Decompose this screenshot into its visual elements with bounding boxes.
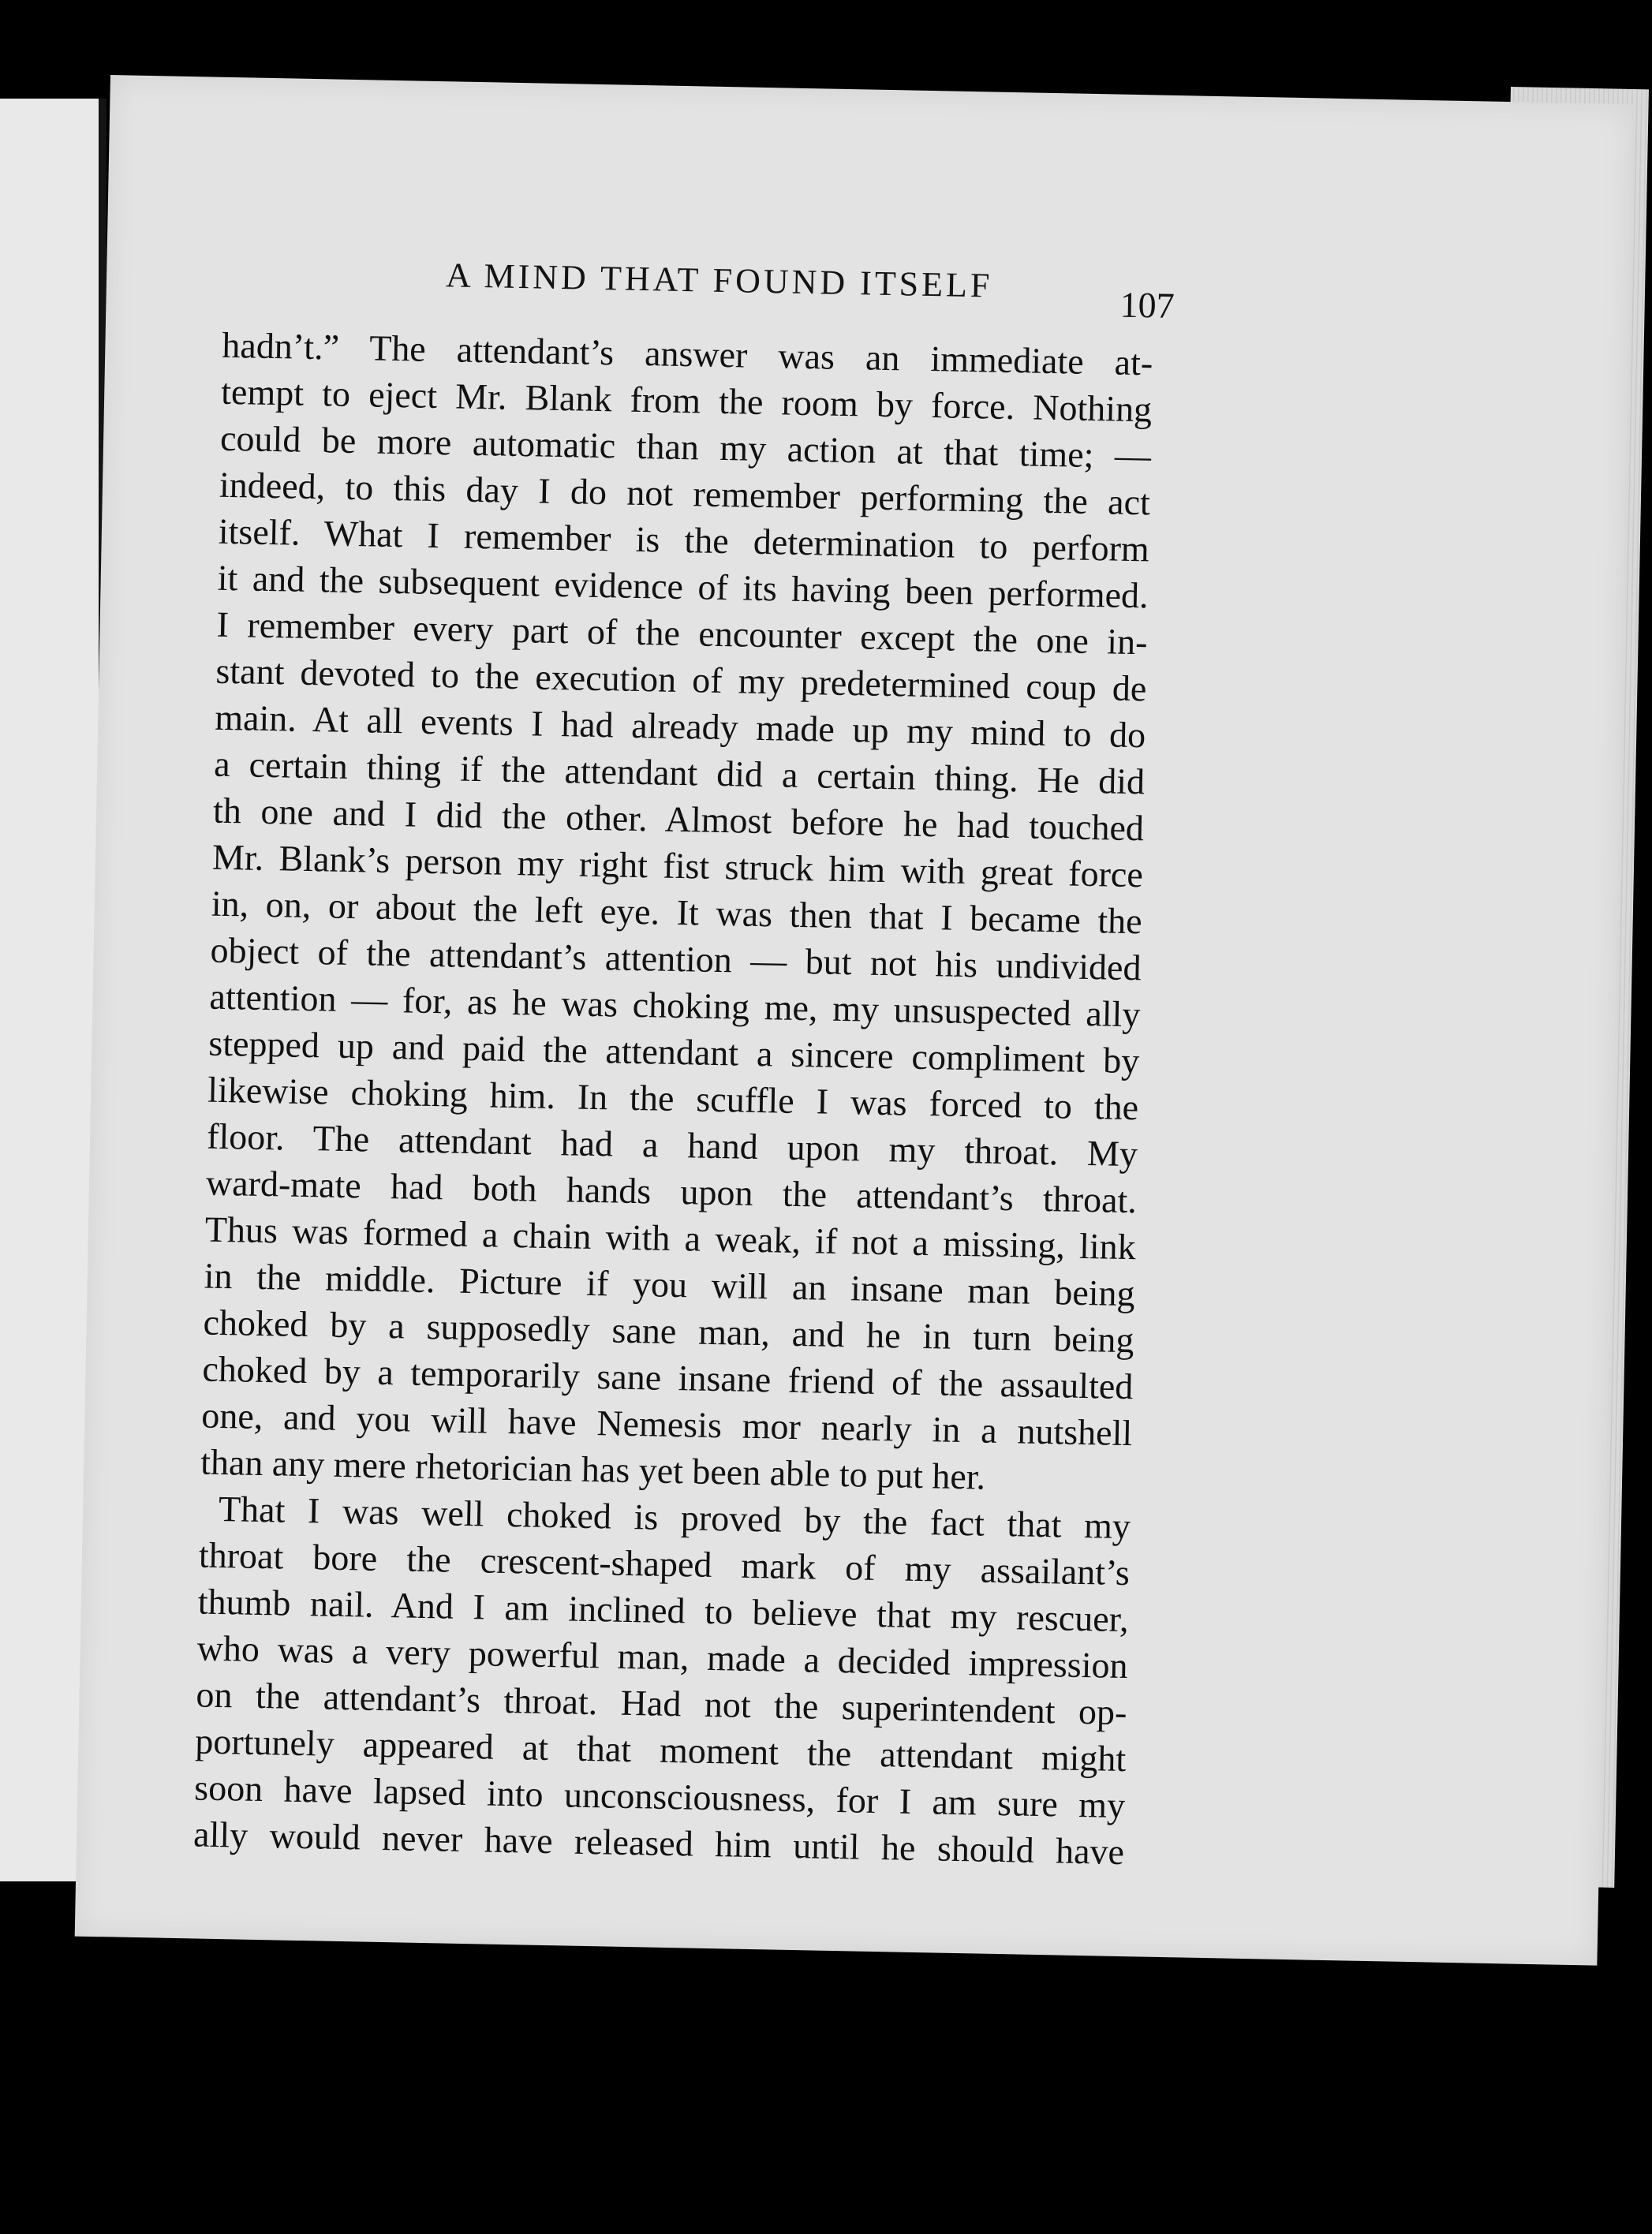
text-line: portunely appeared at that moment the attendant might [194, 1720, 1127, 1780]
text-line: ally would never have released him until he should have [192, 1814, 1125, 1873]
text-line: soon have lapsed into unconsciousness, for I am sure my [193, 1767, 1126, 1826]
text-line: in, on, or about the left eye. It was then that I became the [211, 883, 1143, 942]
text-line: it and the subsequent evidence of its having been performed. [217, 557, 1149, 616]
text-line: itself. What I remember is the determination to perform [218, 510, 1150, 570]
text-line: in the middle. Picture if you will an insane man being [204, 1255, 1136, 1314]
text-line: object of the attendant’s attention — but not his undivided [210, 929, 1142, 988]
book-page [75, 75, 1633, 1966]
text-line: could be more automatic than my action at that time; — [219, 417, 1152, 476]
paragraph-1 [200, 322, 1153, 1503]
text-line: stant devoted to the execution of my predetermined coup de [215, 650, 1147, 709]
text-line: hadn’t.” The attendant’s answer was an immediate at- [221, 324, 1153, 383]
text-line: That I was well choked is proved by the fact that my [218, 1488, 1131, 1547]
body-text [193, 322, 1153, 1875]
text-line: choked by a supposedly sane man, and he in turn being [203, 1302, 1134, 1361]
text-line: Mr. Blank’s person my right fist struck him with great force [211, 836, 1144, 895]
text-line: a certain thing if the attendant did a certain thing. He did [213, 743, 1146, 802]
text-line: indeed, to this day I do not remember performing the act [219, 464, 1151, 523]
text-line: throat bore the crescent-shaped mark of my assailant’s [198, 1534, 1131, 1593]
page-number: 107 [1119, 284, 1175, 326]
text-line: Thus was formed a chain with a weak, if not a missing, link [204, 1209, 1137, 1268]
text-line: than any mere rhetorician has yet been able to put her. [200, 1441, 986, 1497]
text-line: floor. The attendant had a hand upon my throat. My [206, 1115, 1138, 1175]
text-line: thumb nail. And I am inclined to believe that my rescuer, [197, 1581, 1130, 1640]
running-head: A MIND THAT FOUND ITSELF [445, 256, 993, 305]
text-line: tempt to eject Mr. Blank from the room by force. Nothing [220, 371, 1153, 430]
text-line: ward-mate had both hands upon the attendant’s throat. [205, 1162, 1138, 1221]
text-line: one, and you will have Nemesis mor nearly in a nutshell [200, 1395, 1133, 1454]
text-line: likewise choking him. In the scuffle I was forced to the [207, 1069, 1139, 1128]
text-line: on the attendant’s throat. Had not the superintendent op- [196, 1674, 1127, 1733]
text-line: I remember every part of the encounter except the one in- [216, 603, 1148, 663]
text-line: main. At all events I had already made up my mind to do [214, 697, 1146, 756]
text-line: attention — for, as he was choking me, my unsuspected ally [209, 976, 1141, 1035]
text-line: choked by a temporarily sane insane friend of the assaulted [202, 1348, 1134, 1407]
text-line: who was a very powerful man, made a decided impression [196, 1627, 1129, 1687]
text-line: th one and I did the other. Almost before he had touched [212, 790, 1145, 849]
text-line: stepped up and paid the attendant a sincere compliment by [207, 1022, 1140, 1082]
paragraph-2 [193, 1485, 1131, 1876]
